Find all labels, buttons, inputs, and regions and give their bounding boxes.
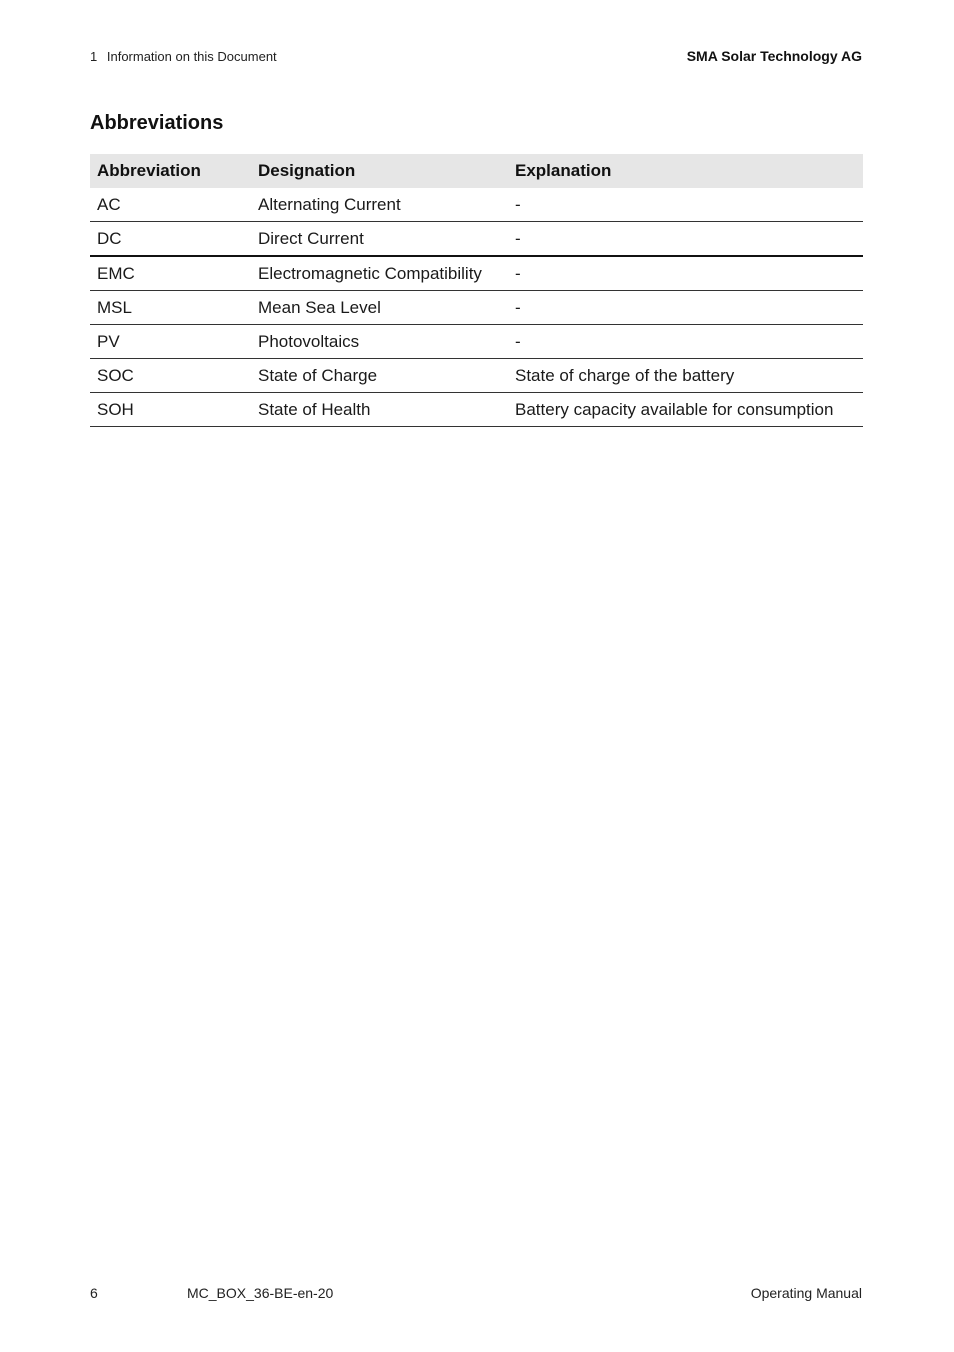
table-row bbox=[90, 188, 863, 222]
page-number: 6 bbox=[90, 1285, 98, 1301]
document-id: MC_BOX_36-BE-en-20 bbox=[187, 1285, 334, 1301]
abbreviations-table bbox=[90, 154, 863, 427]
cell-designation: Direct Current bbox=[251, 222, 508, 257]
cell-abbreviation: MSL bbox=[90, 291, 251, 325]
table-row bbox=[90, 359, 863, 393]
column-header-abbreviation: Abbreviation bbox=[90, 154, 251, 188]
cell-abbreviation: EMC bbox=[90, 256, 251, 291]
chapter-title: Information on this Document bbox=[106, 49, 277, 64]
cell-abbreviation: AC bbox=[90, 188, 251, 222]
cell-explanation: - bbox=[508, 291, 863, 325]
cell-abbreviation: SOC bbox=[90, 359, 251, 393]
cell-explanation: - bbox=[508, 222, 863, 257]
table-row bbox=[90, 325, 863, 359]
cell-designation: State of Health bbox=[251, 393, 508, 427]
cell-designation: Photovoltaics bbox=[251, 325, 508, 359]
section-title: Abbreviations bbox=[90, 112, 224, 134]
table-row bbox=[90, 256, 863, 291]
table-row bbox=[90, 222, 863, 257]
cell-explanation: State of charge of the battery bbox=[508, 359, 863, 393]
running-header-company: SMA Solar Technology AG bbox=[686, 48, 862, 64]
chapter-number: 1 bbox=[90, 49, 98, 64]
cell-explanation: - bbox=[508, 188, 863, 222]
cell-designation: State of Charge bbox=[251, 359, 508, 393]
table-row bbox=[90, 291, 863, 325]
cell-designation: Mean Sea Level bbox=[251, 291, 508, 325]
table-row bbox=[90, 393, 863, 427]
cell-abbreviation: SOH bbox=[90, 393, 251, 427]
cell-explanation: - bbox=[508, 325, 863, 359]
column-header-explanation: Explanation bbox=[508, 154, 863, 188]
cell-explanation: Battery capacity available for consumption bbox=[508, 393, 863, 427]
running-header-chapter bbox=[90, 49, 277, 64]
cell-abbreviation: PV bbox=[90, 325, 251, 359]
cell-designation: Electromagnetic Compatibility bbox=[251, 256, 508, 291]
document-type: Operating Manual bbox=[750, 1285, 862, 1301]
cell-explanation: - bbox=[508, 256, 863, 291]
cell-designation: Alternating Current bbox=[251, 188, 508, 222]
table-header-row bbox=[90, 154, 863, 188]
column-header-designation: Designation bbox=[251, 154, 508, 188]
cell-abbreviation: DC bbox=[90, 222, 251, 257]
